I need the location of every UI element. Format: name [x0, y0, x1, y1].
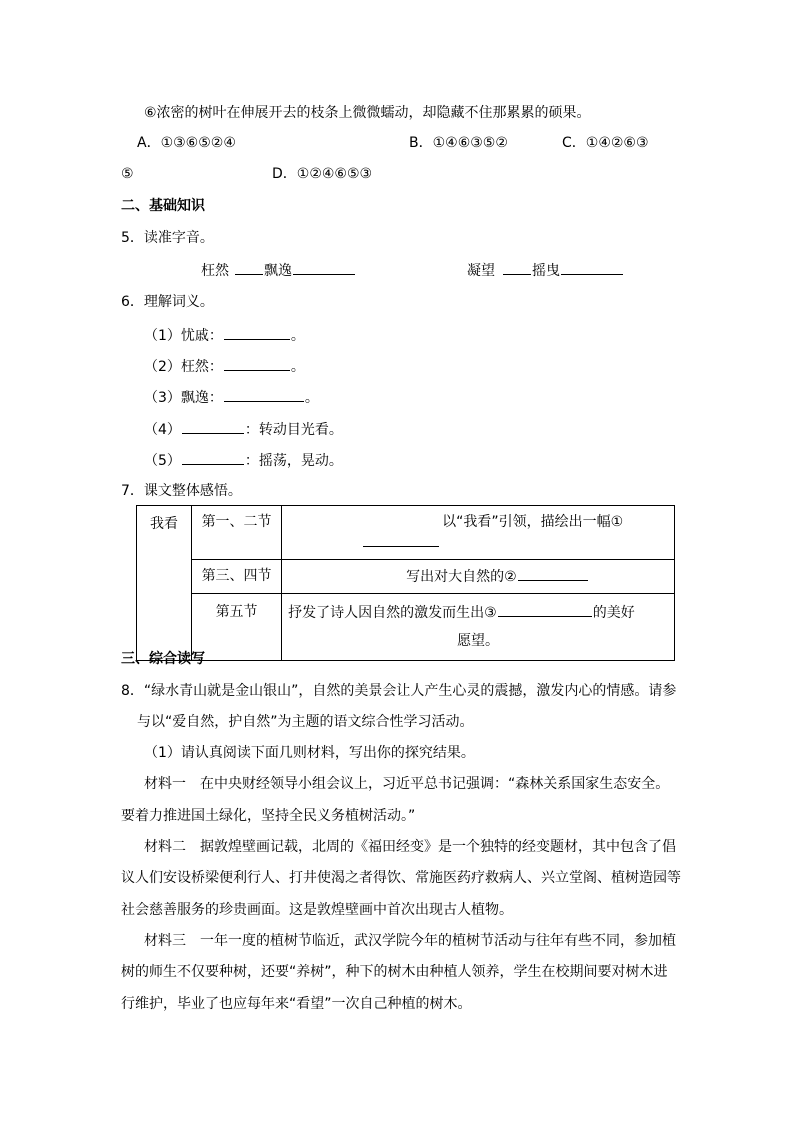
q7-table-r2-content [282, 560, 675, 594]
section-title-reading-writing: 三、综合读写 [121, 651, 205, 667]
q7-table-r1-section: 第一、二节 [191, 506, 281, 560]
q6-item-3-label: （3）飘逸： [144, 390, 223, 406]
q5-word-3: 凝望 [467, 263, 495, 279]
q6-item-1 [144, 325, 305, 346]
q7-blank-3[interactable] [498, 602, 592, 617]
q7-table-r1-content [282, 506, 675, 560]
q8-stem-line1: 8．“绿水青山就是金山银山”，自然的美景会让人产生心灵的震撼，激发内心的情感。请参 [121, 683, 677, 699]
q6-blank-4[interactable] [182, 419, 244, 434]
q5-pinyin-row [201, 260, 356, 281]
period: 。 [290, 359, 305, 375]
q5-blank-2[interactable] [293, 260, 355, 275]
q6-item-4-definition: ：转动目光看。 [244, 422, 343, 438]
q6-blank-5[interactable] [182, 450, 244, 465]
material-1-line2: 要着力推进国土绿化，坚持全民义务植树活动。” [121, 808, 416, 824]
material-1-line1: 材料一 在中央财经领导小组会议上，习近平总书记强调：“森林关系国家生态安全。 [144, 776, 670, 792]
period: 。 [304, 390, 319, 406]
material-2-line1: 材料二 据敦煌壁画记载，北周的《福田经变》是一个独特的经变题材，其中包含了倡 [144, 839, 676, 855]
q4-option-c: C．①④②⑥③ [562, 135, 649, 151]
q4-option-a: A．①③⑥⑤②④ [137, 135, 236, 151]
q8-stem-line2: 与以“爱自然，护自然”为主题的语文综合性学习活动。 [137, 714, 474, 730]
q7-table-r3-line2: 愿望。 [457, 633, 500, 649]
q6-item-5-label: （5） [144, 453, 181, 469]
q7-table-r3-text-a: 抒发了诗人因自然的激发而生出③ [288, 605, 497, 621]
material-2-line2: 议人们安设桥梁便利行人、打井使渴之者得饮、常施医药疗救病人、兴立堂阁、植树造园等 [121, 870, 681, 886]
q6-item-5-definition: ：摇荡，晃动。 [244, 453, 343, 469]
q5-word-1: 枉然 [201, 263, 229, 279]
q6-stem: 6．理解词义。 [121, 294, 214, 310]
q8-sub1: （1）请认真阅读下面几则材料，写出你的探究结果。 [144, 745, 475, 761]
material-2-line3: 社会慈善服务的珍贵画面。这是敦煌壁画中首次出现古人植物。 [121, 902, 513, 918]
q7-blank-1[interactable] [363, 532, 439, 547]
period: 。 [290, 328, 305, 344]
q6-blank-2[interactable] [224, 356, 290, 371]
q4-item6: ⑥浓密的树叶在伸展开去的枝条上微微蠕动，却隐藏不住那累累的硕果。 [144, 105, 591, 121]
q6-item-2 [144, 356, 305, 377]
q6-item-4-label: （4） [144, 422, 181, 438]
material-3-line3: 行维护，毕业了也应每年来“看望”一次自己种植的树木。 [121, 996, 472, 1012]
q4-option-c-cont: ⑤ [121, 166, 134, 182]
q5-blank-1[interactable] [235, 260, 263, 275]
q7-table-col1: 我看 [137, 506, 192, 661]
material-3-line2: 树的师生不仅要种树，还要“养树”，种下的树木由种植人领养，学生在校期间要对树木进 [121, 964, 668, 980]
q7-stem: 7．课文整体感悟。 [121, 483, 242, 499]
q7-table-r3-line1 [288, 602, 674, 624]
q7-table-r2-section: 第三、四节 [191, 560, 281, 594]
q6-item-1-label: （1）忧戚： [144, 328, 223, 344]
q7-blank-2[interactable] [518, 566, 588, 581]
q6-item-5 [144, 450, 343, 471]
q4-option-b: B．①④⑥③⑤② [409, 135, 508, 151]
q4-option-d: D．①②④⑥⑤③ [272, 166, 373, 182]
material-3-line1: 材料三 一年一度的植树节临近，武汉学院今年的植树节活动与往年有些不同，参加植 [144, 933, 676, 949]
q7-table-r1-text: 以“我看”引领，描绘出一幅① [442, 514, 624, 530]
q7-table-r3-content [282, 594, 675, 661]
q6-blank-1[interactable] [224, 325, 290, 340]
q5-pinyin-row-2 [467, 260, 624, 281]
q7-table-r2-text: 写出对大自然的② [406, 569, 517, 585]
q6-item-4 [144, 419, 343, 440]
q6-item-2-label: （2）枉然： [144, 359, 223, 375]
q7-table [136, 505, 675, 661]
q6-blank-3[interactable] [224, 387, 304, 402]
q5-blank-3[interactable] [503, 260, 531, 275]
q5-stem: 5．读准字音。 [121, 230, 214, 246]
q7-table-r3-section: 第五节 [191, 594, 281, 661]
section-title-basics: 二、基础知识 [121, 198, 205, 214]
q5-word-4: 摇曳 [532, 263, 560, 279]
q5-blank-4[interactable] [561, 260, 623, 275]
q5-word-2: 飘逸 [264, 263, 292, 279]
q6-item-3 [144, 387, 319, 408]
q7-table-r3-text-b: 的美好 [592, 605, 635, 621]
